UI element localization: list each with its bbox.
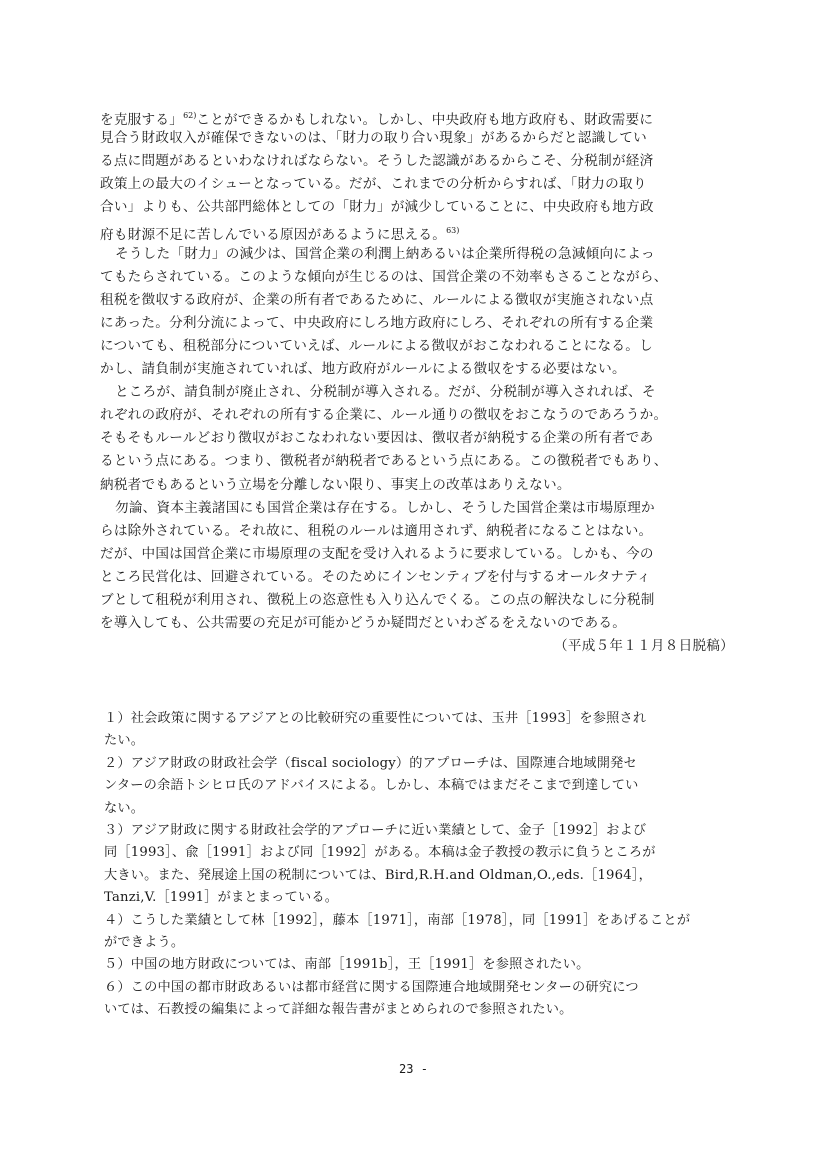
body-line: にあった。分利分流によって、中央政府にしろ地方政府にしろ、それぞれの所有する企業 bbox=[100, 314, 654, 331]
footnote-line: ４）こうした業績として林［1992］，藤本［1971］，南部［1978］，同［1991］をあげることが bbox=[104, 912, 691, 928]
body-text bbox=[100, 104, 742, 658]
page-number: 23 - bbox=[399, 1062, 428, 1076]
body-line bbox=[100, 104, 742, 127]
body-line: 政策上の最大のイシューとなっている。だが、これまでの分析からすれば、「財力の取り bbox=[100, 176, 647, 193]
footnote-ref: 63) bbox=[446, 226, 460, 236]
footnote-line: ６）この中国の都市財政あるいは都市経営に関する国際連合地域開発センターの研究につ bbox=[104, 979, 639, 995]
footnote-ref: 62) bbox=[183, 111, 197, 120]
text-span: ことができるかもしれない。しかし、中央政府も地方政府も、財政需要に bbox=[196, 112, 654, 128]
footnote-line: たい。 bbox=[104, 733, 145, 749]
body-line: ところが、請負制が廃止され、分税制が導入される。だが、分税制が導入されれば、そ bbox=[115, 384, 656, 401]
body-line: るという点にある。つまり、徴税者が納税者であるという点にある。この徴税者でもあり、 bbox=[100, 453, 668, 470]
body-line: 納税者でもあるという立場を分離しない限り、事実上の改革はありえない。 bbox=[100, 476, 571, 493]
completion-date: （平成５年１１月８日脱稿） bbox=[554, 638, 734, 655]
footnote-line: ができよう。 bbox=[104, 934, 185, 950]
text-span: を克服する」 bbox=[100, 112, 184, 128]
body-line: だが、中国は国営企業に市場原理の支配を受け入れるように要求している。しかも、今の bbox=[100, 545, 654, 562]
footnote-line: いては、石教授の編集によって詳細な報告書がまとめられので参照されたい。 bbox=[104, 1002, 573, 1018]
footnote-line: 同［1993］、兪［1991］および同［1992］がある。本稿は金子教授の教示に負うところが bbox=[104, 845, 656, 861]
body-line: る点に問題があるといわなければならない。そうした認識があるからこそ、分税制が経済 bbox=[100, 153, 654, 170]
footnote-line: ３）アジア財政に関する財政社会学的アプローチに近い業績として、金子［1992］および bbox=[104, 822, 647, 838]
body-line: ところ民営化は、回避されている。そのためにインセンティブを付与するオールタナティ bbox=[100, 568, 651, 585]
body-line: 合い」よりも、公共部門総体としての「財力」が減少していることに、中央政府も地方政 bbox=[100, 199, 654, 216]
footnote-line: １）社会政策に関するアジアとの比較研究の重要性については、玉井［1993］を参照され bbox=[104, 711, 647, 726]
body-line: ブとして租税が利用され、徴税上の恣意性も入り込んでくる。この点の解決なしに分税制 bbox=[100, 591, 655, 608]
footnote-line: ンターの余語トシヒロ氏のアドバイスによる。しかし、本稿ではまだそこまで到達してい bbox=[104, 778, 639, 794]
footnote-line: Tanzi,V.［1991］がまとまっている。 bbox=[104, 890, 339, 906]
body-line: 勿論、資本主義諸国にも国営企業は存在する。しかし、そうした国営企業は市場原理か bbox=[115, 499, 655, 516]
body-line: そもそもルールどおり徴収がおこなわれない要因は、徴収者が納税する企業の所有者であ bbox=[100, 430, 654, 447]
footnote-line: 大きい。また、発展途上国の税制については、Bird,R.H.and Oldman,O.,eds.［1964］， bbox=[104, 867, 652, 883]
body-line: てもたらされている。このような傾向が生じるのは、国営企業の不効率もさることながら、 bbox=[100, 268, 668, 285]
footnotes bbox=[104, 708, 742, 1021]
body-line: らは除外されている。それ故に、租税のルールは適用されず、納税者になることはない。 bbox=[100, 522, 653, 539]
footnote-line: ５）中国の地方財政については、南部［1991b］，王［1991］を参照されたい。 bbox=[104, 957, 590, 973]
body-line: れぞれの政府が、それぞれの所有する企業に、ルール通りの徴収をおこなうのであろうか。 bbox=[100, 407, 668, 424]
text-span: 府も財源不足に苦しんでいる原因があるように思える。 bbox=[100, 227, 447, 243]
body-line: を導入しても、公共需要の充足が可能かどうか疑問だといわざるをえないのである。 bbox=[100, 615, 627, 632]
body-line: かし、請負制が実施されていれば、地方政府がルールによる徴収をする必要はない。 bbox=[100, 361, 626, 378]
body-line: 見合う財政収入が確保できないのは、「財力の取り合い現象」があるからだと認識してい bbox=[100, 130, 647, 147]
footnote-line: ２）アジア財政の財政社会学（fiscal sociology）的アプローチは、国際連合地域開発セ bbox=[104, 755, 637, 771]
body-line bbox=[100, 219, 742, 242]
footnote-line: ない。 bbox=[104, 800, 145, 816]
body-line: そうした「財力」の減少は、国営企業の利潤上納あるいは企業所得税の急減傾向によっ bbox=[115, 245, 655, 262]
body-line: についても、租税部分についていえば、ルールによる徴収がおこなわれることになる。し bbox=[100, 337, 653, 354]
body-line: 租税を徴収する政府が、企業の所有者であるために、ルールによる徴収が実施されない点 bbox=[100, 291, 654, 308]
